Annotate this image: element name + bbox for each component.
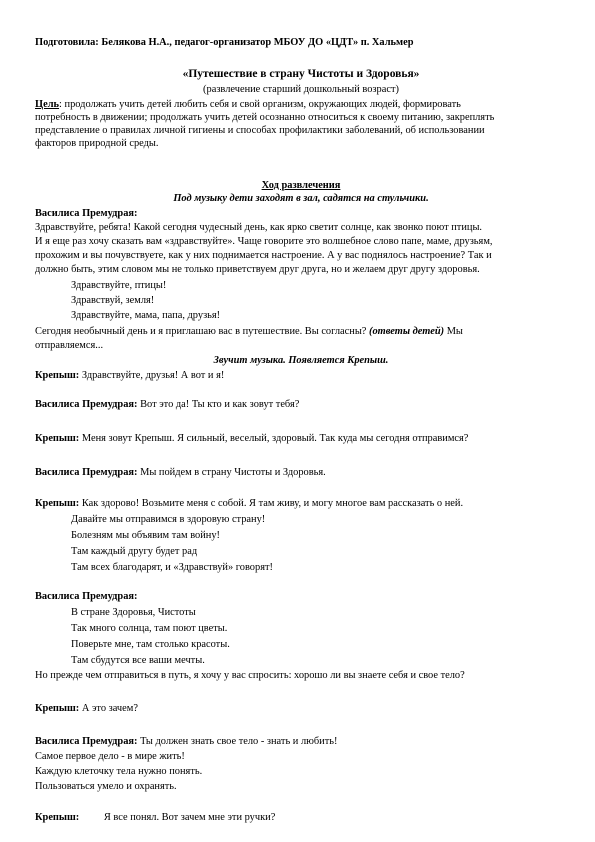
block1-line-4: должно быть, этим словом мы не только приветствуем друг друга, но и желаем друг другу здоровья. <box>35 264 480 275</box>
replica-5: Крепыш: Как здорово! Возьмите меня с собой. Я там живу, и могу многое вам рассказать о ней. <box>35 498 464 509</box>
r6-poem-2: Так много солнца, там поют цветы. <box>71 623 228 634</box>
replica-9: Крепыш: Я все понял. Вот зачем мне эти ручки? <box>35 812 276 823</box>
r5-poem-1: Давайте мы отправимся в здоровую страну! <box>71 514 266 525</box>
block1-poem-3: Здравствуйте, мама, папа, друзья! <box>71 310 221 321</box>
r6-poem-3: Поверьте мне, там столько красоты. <box>71 639 230 650</box>
document-subtitle: (развлечение старший дошкольный возраст) <box>203 84 399 95</box>
replica-8: Василиса Премудрая: Ты должен знать свое тело - знать и любить! <box>35 736 338 747</box>
stage-direction-2: Звучит музыка. Появляется Крепыш. <box>213 355 389 366</box>
r8-poem-2: Каждую клеточку тела нужно понять. <box>35 766 203 777</box>
r5-poem-4: Там всех благодарят, и «Здравствуй» говорят! <box>71 562 273 573</box>
block1-after-2: отправляемся... <box>35 340 104 351</box>
goal-line-1: Цель: продолжать учить детей любить себя и свой организм, окружающих людей, формировать <box>35 99 461 110</box>
r8-poem-1: Самое первое дело - в мире жить! <box>35 751 185 762</box>
block1-poem-2: Здравствуй, земля! <box>71 295 155 306</box>
goal-line-4: факторов природной среды. <box>35 138 159 149</box>
r5-poem-3: Там каждый другу будет рад <box>71 546 198 557</box>
prepared-by-line <box>35 36 567 49</box>
replica-4: Василиса Премудрая: Мы пойдем в страну Чистоты и Здоровья. <box>35 467 326 478</box>
replica-1: Крепыш: Здравствуйте, друзья! А вот и я! <box>35 370 225 381</box>
r6-poem-4: Там сбудутся все ваши мечты. <box>71 655 205 666</box>
prepared-by-text: Белякова Н.А., педагог-организатор МБОУ ДО «ЦДТ» п. Хальмер <box>101 37 414 48</box>
section-heading: Ход развлечения <box>261 180 341 191</box>
stage-direction-1: Под музыку дети заходят в зал, садятся на стульчики. <box>173 193 429 204</box>
goal-line-3: представление о правилах личной гигиены и способах профилактики заболеваний, об использовании <box>35 125 485 136</box>
block1-poem-1: Здравствуйте, птицы! <box>71 280 167 291</box>
r6-line: Но прежде чем отправиться в путь, я хочу у вас спросить: хорошо ли вы знаете себя и свое тело? <box>35 670 465 681</box>
speaker-vasilisa-6: Василиса Премудрая: <box>35 591 138 602</box>
r6-poem-1: В стране Здоровья, Чистоты <box>71 607 196 618</box>
prepared-by-label: Подготовила: <box>35 37 99 48</box>
replica-3: Крепыш: Меня зовут Крепыш. Я сильный, веселый, здоровый. Так куда мы сегодня отправимся? <box>35 433 469 444</box>
replica-7: Крепыш: А это зачем? <box>35 703 138 714</box>
r5-poem-2: Болезням мы объявим там войну! <box>71 530 220 541</box>
goal-line-2: потребность в движении; продолжать учить детей осознанно относиться к своему питанию, закреплять <box>35 112 495 123</box>
document-title: «Путешествие в страну Чистоты и Здоровья» <box>182 68 420 80</box>
r8-poem-3: Пользоваться умело и охранять. <box>35 781 177 792</box>
block1-line-3: прохожим и вы почувствуете, как у них поднимается настроение. А у вас поднялось настроение? Так и <box>35 250 492 261</box>
block1-line-2: И я еще раз хочу сказать вам «здравствуйте». Чаще говорите это волшебное слово папе, маме, друзьям, <box>35 236 493 247</box>
goal-label: Цель <box>35 99 60 110</box>
replica-2: Василиса Премудрая: Вот это да! Ты кто и как зовут тебя? <box>35 399 300 410</box>
block1-line-1: Здравствуйте, ребята! Какой сегодня чудесный день, как ярко светит солнце, как звонко поют птицы. <box>35 222 483 233</box>
block1-after-1: Сегодня необычный день и я приглашаю вас в путешествие. Вы согласны? (ответы детей) Мы <box>35 326 463 337</box>
speaker-vasilisa-1: Василиса Премудрая: <box>35 208 138 219</box>
